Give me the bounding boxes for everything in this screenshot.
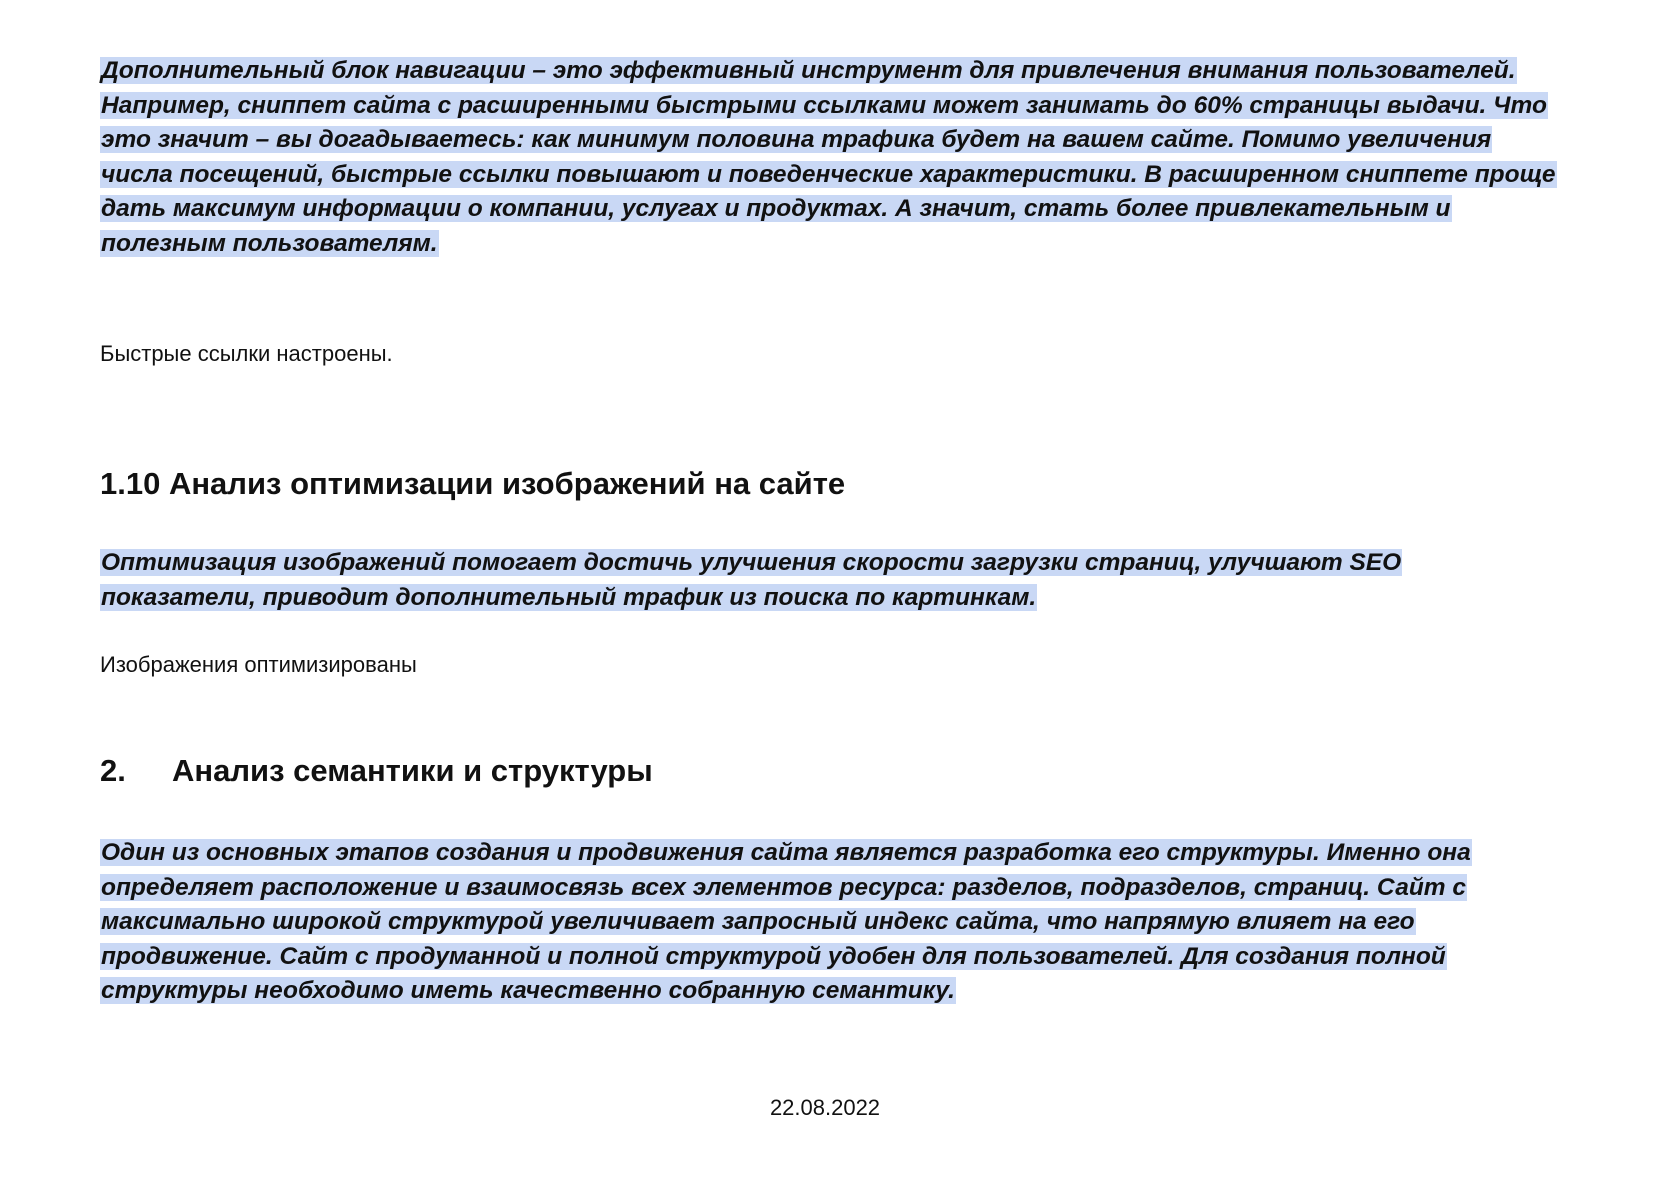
status-text-sitelinks: Быстрые ссылки настроены. — [100, 341, 393, 366]
section-heading-semantics — [100, 752, 653, 790]
highlighted-paragraph-structure — [100, 836, 1560, 1009]
section-number: 2. — [100, 753, 126, 788]
highlighted-paragraph-sitelinks — [100, 54, 1560, 261]
section-title: Анализ семантики и структуры — [172, 753, 653, 788]
selected-text[interactable]: Оптимизация изображений помогает достичь улучшения скорости загрузки страниц, улучшают SEO показатели, приводит дополнительный трафик из поиска по картинкам. — [101, 549, 1402, 611]
status-text-images: Изображения оптимизированы — [100, 652, 417, 677]
section-heading-images: 1.10 Анализ оптимизации изображений на сайте — [100, 466, 846, 501]
footer-date: 22.08.2022 — [769, 1095, 881, 1120]
selected-text[interactable]: Дополнительный блок навигации – это эффективный инструмент для привлечения внимания пользователей. Например, сниппет сайта с расширенными быстрыми ссылками может занимать до 60% страницы выдачи. Что это значит – вы догадываетесь: как минимум половина трафика будет на вашем сайте. Помимо увеличения числа посещений, быстрые ссылки повышают и поведенческие характеристики. В расширенном сниппете проще дать максимум информации о компании, услугах и продуктах. А значит, стать более привлекательным и полезным пользователям. — [101, 57, 1556, 257]
selected-text[interactable]: Один из основных этапов создания и продвижения сайта является разработка его структуры. Именно она определяет расположение и взаимосвязь всех элементов ресурса: разделов, подразделов, страниц. Сайт с максимально широкой структурой увеличивает запросный индекс сайта, что напрямую влияет на его продвижение. Сайт с продуманной и полной структурой удобен для пользователей. Для создания полной структуры необходимо иметь качественно собранную семантику. — [101, 839, 1471, 1004]
highlighted-paragraph-images — [100, 546, 1560, 615]
